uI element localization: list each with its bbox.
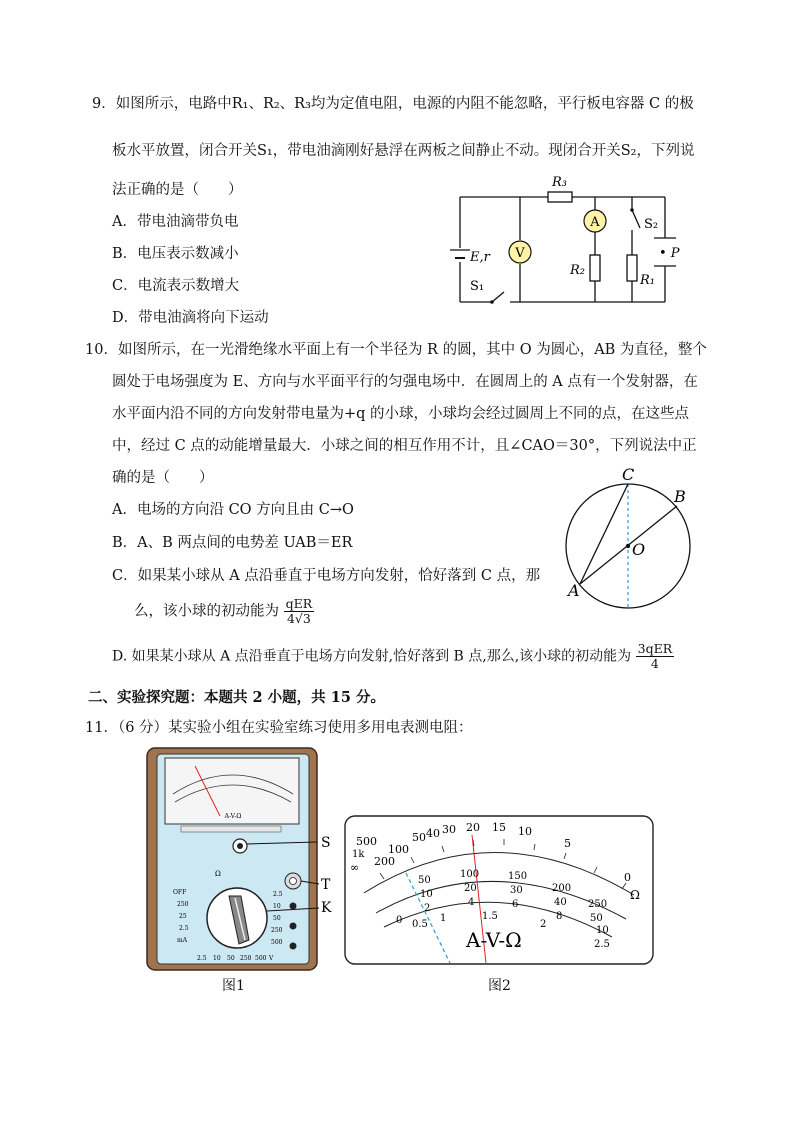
scale-mid-100: 100 <box>460 869 480 880</box>
point-b-label: B <box>674 487 686 506</box>
q11-line1: 11．（6 分）某实验小组在实验室练习使用多用电表测电阻： <box>85 720 473 736</box>
scale-ohm-infinity: ∞ <box>350 861 360 874</box>
q10-option-d-numerator: 3qER <box>637 641 673 656</box>
scale-mid-50: 50 <box>418 875 431 886</box>
scale-ohm-30: 30 <box>442 823 456 836</box>
label-t: T <box>321 877 331 893</box>
dial-bottom-50: 50 <box>227 955 235 962</box>
scale-ohm-10: 10 <box>518 825 532 838</box>
dial-bottom-10: 10 <box>213 955 221 962</box>
q10-option-d-fraction <box>636 642 675 671</box>
ammeter-label: A <box>590 215 600 230</box>
r3-label: R₃ <box>552 175 567 190</box>
scale-mid2-10: 10 <box>420 889 433 900</box>
q10-option-d-text: D. 如果某小球从 A 点沿垂直于电场方向发射,恰好落到 B 点,那么,该小球的初动能为 <box>112 648 632 665</box>
q10-option-c-text: 么，该小球的初动能为 <box>134 603 279 620</box>
label-s: S <box>321 835 331 851</box>
q10-circle-figure <box>560 462 700 602</box>
q10-line1: 10．如图所示，在一光滑绝缘水平面上有一个半径为 R 的圆，其中 O 为圆心，AB 为直径，整个 <box>85 342 707 358</box>
q11-figure1-multimeter <box>145 746 345 972</box>
scale-mid2-30: 30 <box>510 885 523 896</box>
q10-line2: 圆处于电场强度为 E、方向与水平面平行的匀强电场中．在圆周上的 A 点有一个发射器，在 <box>112 374 698 390</box>
label-k: K <box>321 900 332 916</box>
dial-right-500: 500 <box>271 939 283 946</box>
scale-ohm-1k: 1k <box>352 849 365 860</box>
dial-top-label: Ω <box>215 870 221 878</box>
scale-ohm-0: 0 <box>624 871 631 884</box>
dial-left-2-5: 2.5 <box>179 925 189 932</box>
dial-right-250: 250 <box>271 927 283 934</box>
dial-bottom-2-5: 2.5 <box>197 955 207 962</box>
dial-right-10: 10 <box>273 903 281 910</box>
r2-label: R₂ <box>570 263 585 278</box>
dial-bottom-500: 500 <box>255 955 267 962</box>
q9-option-a: A．带电油滴带负电 <box>112 214 239 230</box>
point-c-label: C <box>622 465 635 484</box>
q9-option-c: C．电流表示数增大 <box>112 278 240 294</box>
p-label: • P <box>659 246 680 261</box>
scale-ohm-500: 500 <box>356 835 377 848</box>
scale-ohm-200: 200 <box>374 855 395 868</box>
dial-right-2-5: 2.5 <box>273 891 283 898</box>
q10-option-c-numerator: qER <box>285 596 313 611</box>
q10-option-c-denominator: 4√3 <box>286 610 311 626</box>
q9-line1: 9．如图所示，电路中R₁、R₂、R₃均为定值电阻，电源的内阻不能忽略，平行板电容器 C 的极 <box>92 96 694 112</box>
q10-option-d <box>112 642 674 671</box>
s1-label: S₁ <box>470 279 485 294</box>
dial-left-ma: mA <box>177 937 188 944</box>
scale-ohm-5: 5 <box>564 837 571 850</box>
s2-label: S₂ <box>644 217 659 232</box>
figure1-caption: 图1 <box>222 978 245 994</box>
scale-mid2-20: 20 <box>464 883 477 894</box>
scale-low-2-5: 2.5 <box>594 939 610 950</box>
q10-option-d-denominator: 4 <box>650 655 659 671</box>
scale-low-0: 0 <box>396 915 403 926</box>
scale-low-1-5: 1.5 <box>482 911 498 922</box>
dial-left-off: OFF <box>173 889 187 896</box>
q9-line3: 法正确的是（ ） <box>112 182 243 198</box>
scale-ohm-40: 40 <box>426 827 440 840</box>
scale-v-2: 2 <box>424 903 431 914</box>
scale-low-1: 1 <box>440 913 447 924</box>
q9-line2: 板水平放置，闭合开关S₁，带电油滴刚好悬浮在两板之间静止不动。现闭合开关S₂，下列说 <box>112 143 695 159</box>
q10-option-c-line2 <box>134 597 314 626</box>
figure2-caption: 图2 <box>488 978 511 994</box>
scale-ohm-100: 100 <box>388 843 409 856</box>
q10-line4: 中，经过 C 点的动能增量最大．小球之间的相互作用不计，且∠CAO＝30°，下列说法中正 <box>112 438 697 454</box>
scale-ohm-50: 50 <box>412 831 426 844</box>
scale-v-8: 8 <box>556 911 563 922</box>
q9-option-b: B．电压表示数减小 <box>112 246 239 262</box>
dial-right-50: 50 <box>273 915 281 922</box>
er-label: E,r <box>470 250 490 265</box>
scale-mid2-40: 40 <box>554 897 567 908</box>
scale-omega-end: Ω <box>630 888 640 902</box>
dial-left-250: 250 <box>177 901 189 908</box>
section-2-heading: 二、实验探究题：本题共 2 小题，共 15 分。 <box>88 689 385 706</box>
q9-option-d: D．带电油滴将向下运动 <box>112 310 269 326</box>
scale-low-2: 2 <box>540 919 547 930</box>
scale-v-6: 6 <box>512 899 519 910</box>
scale-mid2-50: 50 <box>590 913 603 924</box>
scale-face-label: A-V-Ω <box>466 928 522 952</box>
point-o-label: O <box>632 540 646 559</box>
scale-ohm-15: 15 <box>492 821 506 834</box>
scale-ohm-20: 20 <box>466 821 480 834</box>
dial-bottom-v: V <box>269 955 274 962</box>
voltmeter-label: V <box>515 246 525 261</box>
scale-mid-150: 150 <box>508 871 528 882</box>
q10-option-b: B．A、B 两点间的电势差 UAB＝ER <box>112 535 353 551</box>
meter1-face-label: A-V-Ω <box>224 813 242 820</box>
q9-circuit-diagram <box>440 170 690 310</box>
q10-option-a: A．电场的方向沿 CO 方向且由 C→O <box>112 502 354 518</box>
dial-bottom-250: 250 <box>240 955 252 962</box>
dial-left-25: 25 <box>179 913 187 920</box>
scale-mid-200: 200 <box>552 883 572 894</box>
q10-line5: 确的是（ ） <box>112 470 214 486</box>
scale-v-10: 10 <box>596 925 609 936</box>
q10-option-c-line1: C．如果某小球从 A 点沿垂直于电场方向发射，恰好落到 C 点，那 <box>112 568 541 584</box>
point-a-label: A <box>568 581 580 600</box>
q10-option-c-fraction <box>284 597 315 626</box>
r1-label: R₁ <box>640 273 655 288</box>
q11-figure2-scale <box>344 815 656 967</box>
scale-v-4: 4 <box>468 897 475 908</box>
q10-line3: 水平面内沿不同的方向发射带电量为+q 的小球，小球均会经过圆周上不同的点，在这些点 <box>112 406 690 422</box>
scale-mid-250: 250 <box>588 899 608 910</box>
scale-low-0-5: 0.5 <box>412 919 428 930</box>
